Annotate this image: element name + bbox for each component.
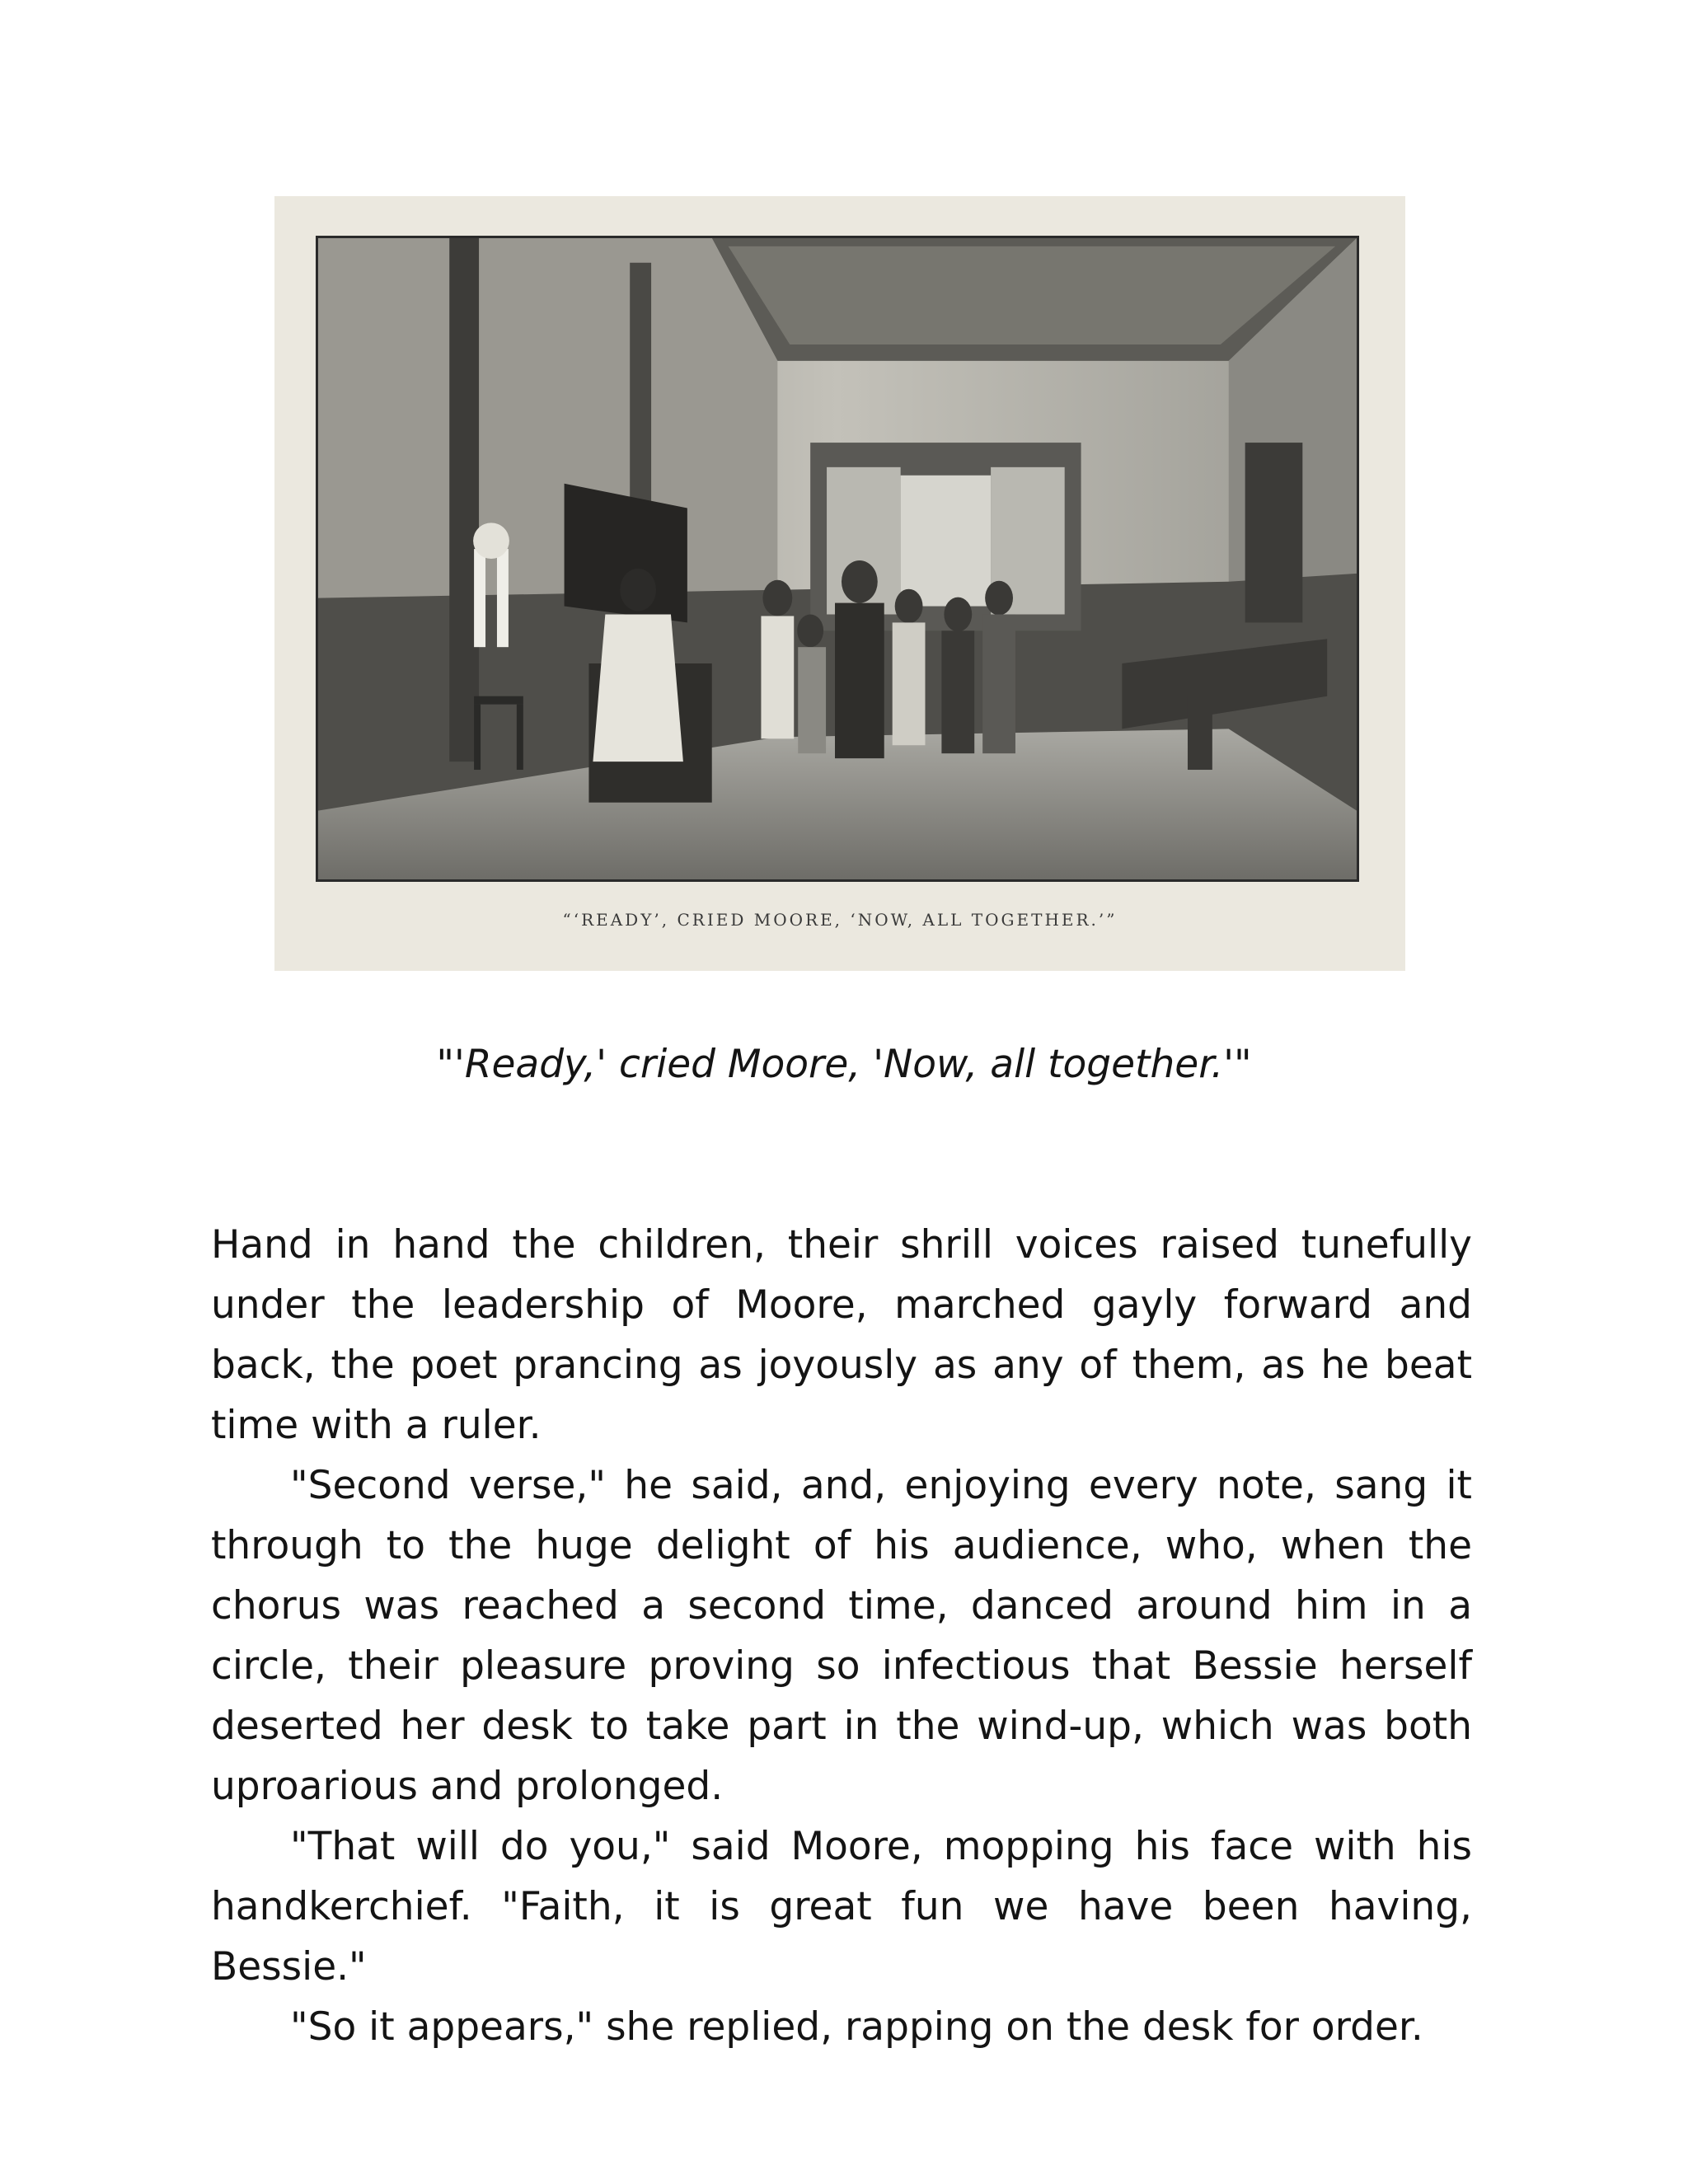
schoolroom-photo — [316, 236, 1359, 882]
body-text — [211, 1215, 1472, 2057]
paragraph: "So it appears," she replied, rapping on the desk for order. — [290, 2004, 1423, 2050]
paragraph: Hand in hand the children, their shrill voices raised tunefully under the leadership of Moore, marched gayly forward and back, the poet prancing as joyously as any of them, as he beat time with a ruler. — [211, 1222, 1472, 1448]
paragraph: "Second verse," he said, and, enjoying every note, sang it through to the huge delight of his audience, who, when the chorus was reached a second time, danced around him in a circle, their pleasure proving so infectious that Bessie herself deserted her desk to take part in the wind-up, which was both uproarious and prolonged. — [211, 1463, 1472, 1809]
plate-caption: “‘READY’, CRIED MOORE, ‘NOW, ALL TOGETHER.’” — [562, 910, 1118, 930]
paragraph: "That will do you," said Moore, mopping his face with his handkerchief. "Faith, it is great fun we have been having, Bessie." — [211, 1824, 1472, 1990]
illustration-plate — [274, 196, 1405, 971]
illustration-caption: "'Ready,' cried Moore, 'Now, all together.'" — [436, 1042, 1252, 1087]
schoolroom-scene-icon — [318, 238, 1357, 879]
